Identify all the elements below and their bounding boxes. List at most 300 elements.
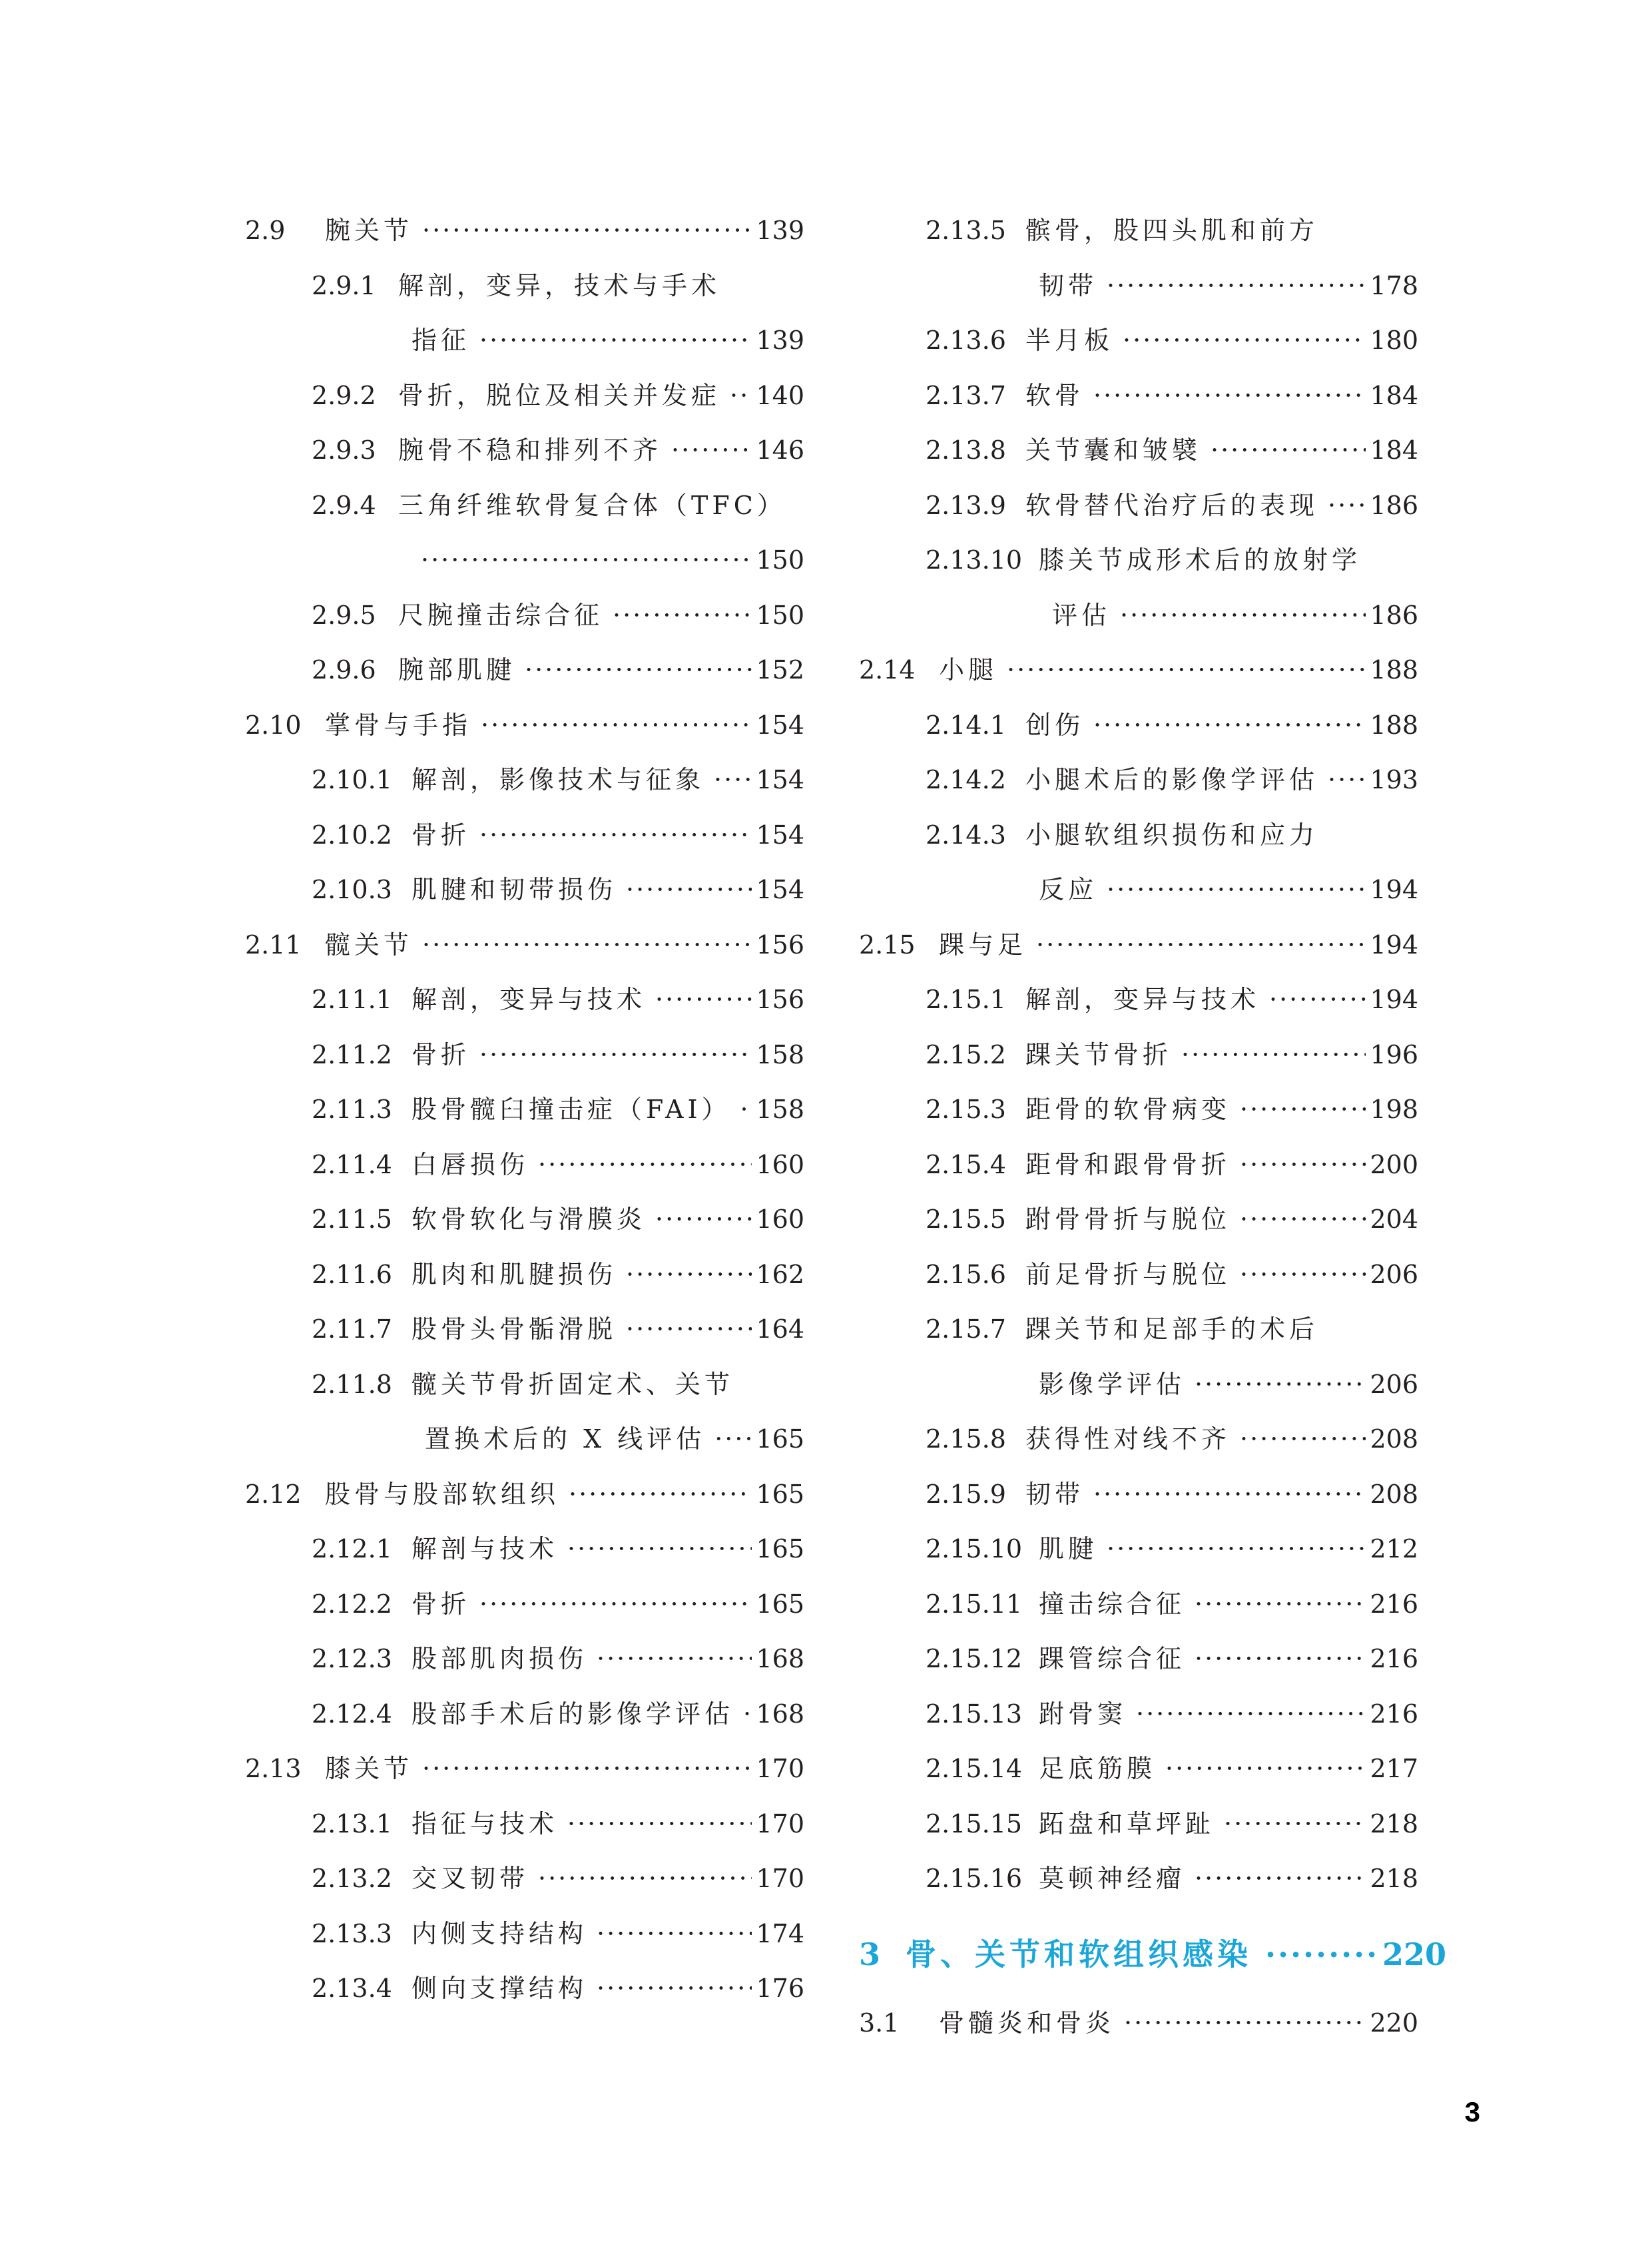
dot-leader	[1036, 932, 1366, 958]
subsection-continuation[interactable]	[245, 313, 804, 368]
entry-number: 2.15.2	[926, 1039, 1006, 1069]
entry-number: 2.14.2	[926, 765, 1006, 794]
entry-title: 小腿软组织损伤和应力	[1025, 820, 1319, 850]
entry-page-number: 218	[1370, 1864, 1418, 1893]
entry-number: 2.15.8	[926, 1424, 1006, 1454]
entry-number: 2.13.2	[312, 1864, 392, 1893]
dot-leader	[1165, 1756, 1366, 1781]
entry-page-number: 156	[756, 930, 804, 960]
entry-title: 指征	[412, 326, 471, 355]
entry-number: 2.15.5	[926, 1205, 1006, 1234]
subsection-entry[interactable]	[859, 752, 1418, 807]
dot-leader	[626, 1262, 752, 1287]
subsection-entry[interactable]	[245, 643, 804, 697]
entry-page-number: 196	[1370, 1039, 1418, 1069]
entry-page-number: 206	[1370, 1369, 1418, 1399]
entry-page-number: 216	[1370, 1589, 1418, 1619]
section-entry[interactable]	[245, 1741, 804, 1796]
dot-leader	[1093, 712, 1366, 738]
entry-title: 骨折	[412, 1039, 471, 1069]
entry-number: 2.13	[245, 1754, 302, 1783]
entry-title: 小腿术后的影像学评估	[1025, 765, 1319, 794]
entry-title: 指征与技术	[412, 1809, 559, 1838]
entry-number: 2.11.1	[312, 985, 392, 1014]
dot-leader	[626, 1316, 752, 1342]
subsection-entry[interactable]	[859, 1851, 1418, 1906]
section-entry[interactable]	[859, 918, 1418, 972]
entry-page-number: 188	[1370, 710, 1418, 740]
section-entry[interactable]	[245, 1467, 804, 1522]
subsection-entry[interactable]	[245, 972, 804, 1027]
entry-number: 2.14.1	[926, 710, 1006, 740]
subsection-continuation[interactable]	[245, 533, 804, 587]
entry-page-number: 160	[756, 1205, 804, 1234]
subsection-entry[interactable]	[859, 313, 1418, 368]
entry-number: 2.13.10	[926, 545, 1023, 575]
dot-leader	[655, 1207, 752, 1232]
dot-leader	[730, 383, 752, 408]
dot-leader	[479, 1042, 752, 1067]
entry-number: 2.10.1	[312, 765, 392, 794]
chapter-entry[interactable]	[859, 1921, 1447, 1988]
dot-leader	[1269, 987, 1366, 1012]
dot-leader	[538, 1866, 752, 1891]
entry-title: 关节囊和皱襞	[1025, 435, 1202, 465]
entry-number: 2.11.4	[312, 1149, 392, 1179]
dot-leader	[1328, 767, 1366, 792]
subsection-entry[interactable]	[859, 1137, 1418, 1192]
entry-number: 3.1	[859, 2008, 900, 2038]
entry-title: 骨折，脱位及相关并发症	[398, 380, 721, 410]
subsection-entry[interactable]	[245, 1357, 804, 1412]
dot-leader	[714, 767, 752, 792]
entry-number: 2.15.10	[926, 1534, 1023, 1563]
entry-title: 肌腱	[1039, 1534, 1098, 1563]
entry-page-number: 154	[756, 820, 804, 850]
entry-page-number: 216	[1370, 1644, 1418, 1673]
dot-leader	[422, 932, 752, 958]
entry-page-number: 184	[1370, 380, 1418, 410]
subsection-entry[interactable]	[859, 1631, 1418, 1686]
entry-number: 2.10.2	[312, 820, 392, 850]
entry-title: 股部肌肉损伤	[412, 1644, 588, 1673]
entry-number: 2.15.11	[926, 1589, 1023, 1619]
subsection-continuation[interactable]	[859, 1357, 1418, 1412]
entry-number: 2.14.3	[926, 820, 1006, 850]
dot-leader	[655, 987, 752, 1012]
dot-leader	[567, 1811, 752, 1836]
dot-leader	[1107, 1536, 1366, 1561]
entry-page-number: 198	[1370, 1095, 1418, 1124]
entry-page-number: 158	[756, 1039, 804, 1069]
entry-title: 解剖与技术	[412, 1534, 559, 1563]
entry-number: 2.12.4	[312, 1699, 392, 1729]
entry-number: 2.15.16	[926, 1864, 1023, 1893]
entry-title: 解剖，影像技术与征象	[412, 765, 705, 794]
dot-leader	[597, 1921, 752, 1946]
subsection-entry[interactable]	[859, 1082, 1418, 1137]
entry-number: 2.15.7	[926, 1314, 1006, 1344]
entry-number: 2.15.14	[926, 1754, 1023, 1783]
subsection-entry[interactable]	[245, 1027, 804, 1082]
entry-title: 踝关节骨折	[1025, 1039, 1173, 1069]
entry-page-number: 139	[756, 216, 804, 245]
subsection-entry[interactable]	[245, 1302, 804, 1356]
subsection-entry[interactable]	[859, 1412, 1418, 1466]
section-entry[interactable]	[859, 643, 1418, 697]
dot-leader	[1265, 1939, 1378, 1970]
subsection-entry[interactable]	[859, 1247, 1418, 1302]
entry-title: 腕骨不稳和排列不齐	[398, 435, 663, 465]
entry-title: 股骨髋臼撞击症（FAI）	[412, 1095, 731, 1124]
entry-title: 软骨替代治疗后的表现	[1025, 490, 1319, 520]
entry-page-number: 156	[756, 985, 804, 1014]
section-entry[interactable]	[245, 203, 804, 258]
dot-leader	[1093, 383, 1366, 408]
dot-leader	[567, 1536, 752, 1561]
subsection-entry[interactable]	[245, 1851, 804, 1906]
entry-title: 骨折	[412, 820, 471, 850]
entry-page-number: 206	[1370, 1259, 1418, 1289]
entry-page-number: 152	[756, 655, 804, 685]
entry-page-number: 165	[756, 1534, 804, 1563]
entry-title: 腕部肌腱	[398, 655, 516, 685]
entry-page-number: 146	[756, 435, 804, 465]
entry-title: 足底筋膜	[1039, 1754, 1157, 1783]
entry-page-number: 186	[1370, 600, 1418, 630]
subsection-entry[interactable]	[245, 1687, 804, 1741]
dot-leader	[1120, 603, 1366, 628]
entry-title: 腕关节	[325, 216, 413, 245]
entry-title: 韧带	[1039, 270, 1098, 300]
dot-leader	[1195, 1646, 1366, 1671]
entry-number: 2.13.7	[926, 380, 1006, 410]
subsection-entry[interactable]	[859, 1522, 1418, 1576]
entry-title: 解剖，变异与技术	[412, 985, 647, 1014]
subsection-entry[interactable]	[859, 1302, 1418, 1356]
entry-number: 2.11.7	[312, 1314, 392, 1344]
entry-number: 2.9.2	[312, 380, 376, 410]
entry-page-number: 162	[756, 1259, 804, 1289]
subsection-entry[interactable]	[859, 1192, 1418, 1247]
entry-page-number: 186	[1370, 490, 1418, 520]
dot-leader	[1124, 2010, 1366, 2036]
entry-title: 跗骨窦	[1039, 1699, 1127, 1729]
dot-leader	[1195, 1372, 1366, 1397]
entry-number: 2.13.8	[926, 435, 1006, 465]
subsection-entry[interactable]	[859, 368, 1418, 423]
subsection-entry[interactable]	[859, 1741, 1418, 1796]
subsection-entry[interactable]	[245, 368, 804, 423]
entry-number: 2.9.5	[312, 600, 376, 630]
entry-title: 肌腱和韧带损伤	[412, 875, 617, 904]
entry-number: 2.11.3	[312, 1095, 392, 1124]
entry-title: 尺腕撞击综合征	[398, 600, 604, 630]
entry-number: 2.15.15	[926, 1809, 1023, 1838]
entry-title: 解剖，变异，技术与手术	[398, 270, 721, 300]
section-entry[interactable]	[245, 918, 804, 972]
entry-number: 2.15.6	[926, 1259, 1006, 1289]
subsection-entry[interactable]	[859, 1577, 1418, 1631]
entry-number: 2.12.3	[312, 1644, 392, 1673]
entry-page-number: 154	[756, 875, 804, 904]
entry-page-number: 150	[756, 545, 804, 575]
entry-page-number: 140	[756, 380, 804, 410]
subsection-entry[interactable]	[245, 1631, 804, 1686]
dot-leader	[1224, 1811, 1366, 1836]
subsection-entry[interactable]	[245, 258, 804, 313]
entry-page-number: 158	[756, 1095, 804, 1124]
dot-leader	[422, 1756, 752, 1781]
entry-title: 软骨软化与滑膜炎	[412, 1205, 647, 1234]
section-entry[interactable]	[245, 698, 804, 752]
entry-page-number: 220	[1370, 2008, 1418, 2038]
entry-number: 2.11.2	[312, 1039, 392, 1069]
subsection-entry[interactable]	[859, 478, 1418, 533]
subsection-continuation[interactable]	[245, 1412, 804, 1466]
entry-number: 2.10.3	[312, 875, 392, 904]
entry-number: 2.11.8	[312, 1369, 392, 1399]
dot-leader	[1240, 1097, 1366, 1122]
entry-page-number: 208	[1370, 1424, 1418, 1454]
entry-page-number: 164	[756, 1314, 804, 1344]
entry-page-number: 165	[756, 1479, 804, 1509]
entry-title: 莫顿神经瘤	[1039, 1864, 1186, 1893]
subsection-entry[interactable]	[245, 1137, 804, 1192]
entry-number: 2.15.12	[926, 1644, 1023, 1673]
subsection-entry[interactable]	[859, 1687, 1418, 1741]
dot-leader	[613, 603, 752, 628]
entry-title: 踝关节和足部手的术后	[1025, 1314, 1319, 1344]
entry-page-number: 208	[1370, 1479, 1418, 1509]
entry-number: 2.9.4	[312, 490, 376, 520]
subsection-entry[interactable]	[859, 533, 1418, 587]
entry-title: 置换术后的 X 线评估	[425, 1424, 706, 1454]
entry-number: 2.11.6	[312, 1259, 392, 1289]
entry-title: 解剖，变异与技术	[1025, 985, 1260, 1014]
entry-number: 2.11	[245, 930, 302, 960]
subsection-entry[interactable]	[859, 1027, 1418, 1082]
entry-number: 2.9	[245, 216, 286, 245]
entry-page-number: 216	[1370, 1699, 1418, 1729]
dot-leader	[597, 1976, 752, 2001]
entry-title: 髋关节	[325, 930, 413, 960]
subsection-entry[interactable]	[245, 588, 804, 643]
entry-title: 髋关节骨折固定术、关节	[412, 1369, 734, 1399]
subsection-entry[interactable]	[859, 423, 1418, 477]
entry-number: 2.9.1	[312, 270, 376, 300]
entry-number: 2.13.6	[926, 326, 1006, 355]
entry-page-number: 150	[756, 600, 804, 630]
subsection-entry[interactable]	[859, 808, 1418, 862]
dot-leader	[1240, 1262, 1366, 1287]
entry-title: 膝关节成形术后的放射学	[1039, 545, 1362, 575]
entry-title: 侧向支撑结构	[412, 1974, 588, 2003]
entry-page-number: 160	[756, 1149, 804, 1179]
subsection-entry[interactable]	[245, 1961, 804, 2016]
dot-leader	[1240, 1426, 1366, 1452]
subsection-entry[interactable]	[245, 1797, 804, 1851]
entry-title: 影像学评估	[1039, 1369, 1186, 1399]
subsection-entry[interactable]	[245, 1522, 804, 1576]
entry-page-number: 184	[1370, 435, 1418, 465]
entry-page-number: 176	[756, 1974, 804, 2003]
entry-title: 踝管综合征	[1039, 1644, 1186, 1673]
entry-number: 2.13.9	[926, 490, 1006, 520]
entry-title: 韧带	[1025, 1479, 1085, 1509]
dot-leader	[1195, 1866, 1366, 1891]
entry-number: 2.15.1	[926, 985, 1006, 1014]
entry-title: 交叉韧带	[412, 1864, 529, 1893]
entry-number: 2.12	[245, 1479, 302, 1509]
entry-page-number: 218	[1370, 1809, 1418, 1838]
entry-title: 髌骨，股四头肌和前方	[1025, 216, 1319, 245]
entry-page-number: 170	[756, 1809, 804, 1838]
entry-title: 创伤	[1025, 710, 1085, 740]
entry-title: 跗骨骨折与脱位	[1025, 1205, 1231, 1234]
dot-leader	[1328, 493, 1366, 518]
entry-page-number: 178	[1370, 270, 1418, 300]
entry-number: 2.15.4	[926, 1149, 1006, 1179]
subsection-entry[interactable]	[859, 1797, 1418, 1851]
entry-title: 软骨	[1025, 380, 1085, 410]
entry-page-number: 139	[756, 326, 804, 355]
entry-page-number: 168	[756, 1644, 804, 1673]
entry-title: 距骨的软骨病变	[1025, 1095, 1231, 1124]
subsection-continuation[interactable]	[859, 588, 1418, 643]
subsection-entry[interactable]	[245, 478, 804, 533]
subsection-entry[interactable]	[245, 1906, 804, 1961]
entry-title: 白唇损伤	[412, 1149, 529, 1179]
subsection-entry[interactable]	[245, 808, 804, 862]
subsection-entry[interactable]	[859, 698, 1418, 752]
entry-title: 股部手术后的影像学评估	[412, 1699, 734, 1729]
dot-leader	[479, 328, 752, 353]
entry-page-number: 200	[1370, 1149, 1418, 1179]
entry-title: 股骨与股部软组织	[325, 1479, 560, 1509]
entry-page-number: 154	[756, 710, 804, 740]
subsection-entry[interactable]	[245, 1192, 804, 1247]
entry-page-number: 165	[756, 1589, 804, 1619]
dot-leader	[481, 712, 752, 738]
entry-title: 反应	[1039, 875, 1098, 904]
subsection-entry[interactable]	[245, 1082, 804, 1137]
dot-leader	[1093, 1482, 1366, 1507]
dot-leader	[1107, 273, 1366, 298]
entry-number: 2.11.5	[312, 1205, 392, 1234]
entry-page-number: 180	[1370, 326, 1418, 355]
dot-leader	[1123, 328, 1366, 353]
subsection-entry[interactable]	[859, 972, 1418, 1027]
dot-leader	[525, 657, 752, 683]
entry-number: 2.13.5	[926, 216, 1006, 245]
entry-page-number: 217	[1370, 1754, 1418, 1783]
entry-number: 2.15.13	[926, 1699, 1023, 1729]
entry-number: 2.14	[859, 655, 916, 685]
dot-leader	[1007, 657, 1366, 683]
entry-title: 内侧支持结构	[412, 1918, 588, 1948]
dot-leader	[740, 1097, 752, 1122]
entry-number: 2.13.1	[312, 1809, 392, 1838]
subsection-continuation[interactable]	[859, 258, 1418, 313]
entry-number: 2.12.1	[312, 1534, 392, 1563]
entry-page-number: 212	[1370, 1534, 1418, 1563]
dot-leader	[1240, 1207, 1366, 1232]
entry-title: 肌肉和肌腱损伤	[412, 1259, 617, 1289]
entry-page-number: 204	[1370, 1205, 1418, 1234]
dot-leader	[743, 1701, 752, 1727]
dot-leader	[421, 547, 752, 573]
entry-page-number: 170	[756, 1754, 804, 1783]
subsection-entry[interactable]	[245, 1247, 804, 1302]
dot-leader	[1181, 1042, 1366, 1067]
entry-title: 踝与足	[939, 930, 1027, 960]
dot-leader	[1195, 1591, 1366, 1617]
entry-number: 2.10	[245, 710, 302, 740]
entry-number: 2.15	[859, 930, 916, 960]
dot-leader	[626, 877, 752, 902]
subsection-continuation[interactable]	[859, 862, 1418, 917]
dot-leader	[671, 437, 752, 463]
entry-page-number: 168	[756, 1699, 804, 1729]
subsection-entry[interactable]	[859, 1467, 1418, 1522]
entry-title: 评估	[1052, 600, 1111, 630]
entry-page-number: 194	[1370, 985, 1418, 1014]
subsection-entry[interactable]	[245, 1577, 804, 1631]
entry-page-number: 194	[1370, 930, 1418, 960]
dot-leader	[422, 218, 752, 243]
section-entry[interactable]	[859, 1996, 1418, 2050]
entry-title: 跖盘和草坪趾	[1039, 1809, 1215, 1838]
dot-leader	[479, 822, 752, 848]
entry-number: 2.13.3	[312, 1918, 392, 1948]
dot-leader	[1240, 1152, 1366, 1177]
entry-page-number: 165	[756, 1424, 804, 1454]
entry-title: 骨髓炎和骨炎	[939, 2008, 1115, 2038]
entry-title: 半月板	[1025, 326, 1114, 355]
entry-title: 距骨和跟骨骨折	[1025, 1149, 1231, 1179]
subsection-entry[interactable]	[245, 423, 804, 477]
entry-number: 2.15.3	[926, 1095, 1006, 1124]
entry-number: 2.9.3	[312, 435, 376, 465]
dot-leader	[1211, 437, 1366, 463]
subsection-entry[interactable]	[245, 862, 804, 917]
entry-title: 获得性对线不齐	[1025, 1424, 1231, 1454]
dot-leader	[1107, 877, 1366, 902]
entry-page-number: 193	[1370, 765, 1418, 794]
entry-page-number: 154	[756, 765, 804, 794]
page-number: 3	[1464, 2096, 1480, 2127]
dot-leader	[714, 1426, 752, 1452]
entry-page-number: 188	[1370, 655, 1418, 685]
entry-page-number: 170	[756, 1864, 804, 1893]
dot-leader	[569, 1482, 752, 1507]
dot-leader	[597, 1646, 752, 1671]
entry-title: 骨、关节和软组织感染	[906, 1936, 1252, 1972]
subsection-entry[interactable]	[245, 752, 804, 807]
entry-number: 3	[859, 1936, 881, 1972]
entry-title: 膝关节	[325, 1754, 413, 1783]
subsection-entry[interactable]	[859, 203, 1418, 258]
dot-leader	[479, 1591, 752, 1617]
dot-leader	[1136, 1701, 1366, 1727]
entry-title: 小腿	[939, 655, 998, 685]
entry-page-number: 174	[756, 1918, 804, 1948]
entry-title: 前足骨折与脱位	[1025, 1259, 1231, 1289]
entry-title: 股骨头骨骺滑脱	[412, 1314, 617, 1344]
entry-number: 2.13.4	[312, 1974, 392, 2003]
entry-page-number: 220	[1382, 1936, 1447, 1972]
